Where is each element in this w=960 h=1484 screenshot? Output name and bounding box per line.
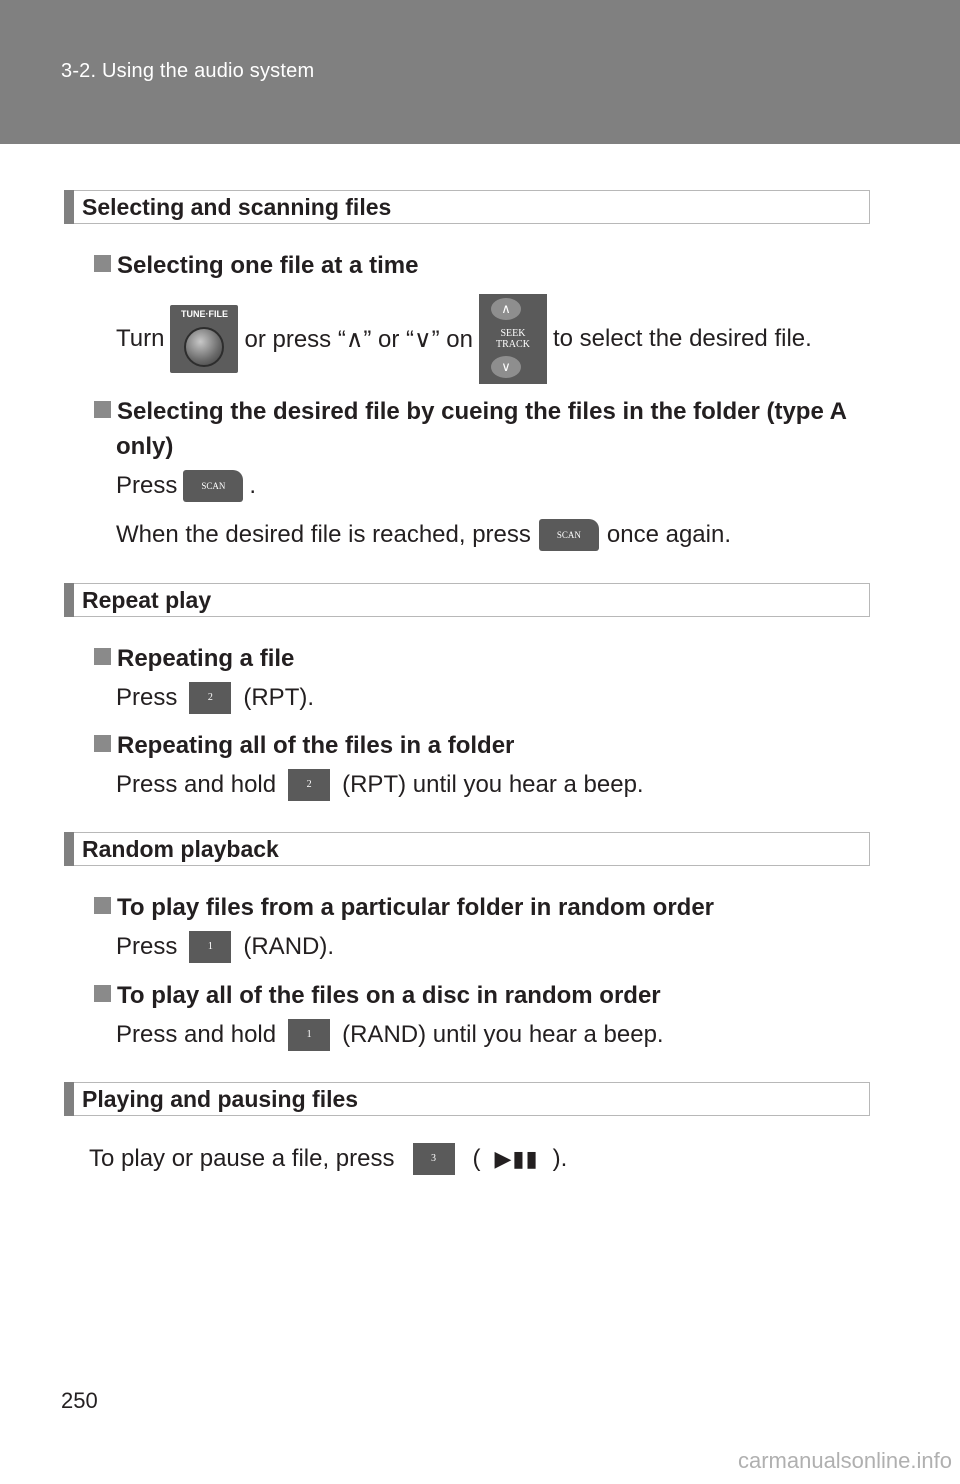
preset-button-3-icon: 3 xyxy=(413,1143,455,1175)
bullet-square-icon xyxy=(94,648,111,665)
tune-file-knob-icon: TUNE·FILE xyxy=(170,305,238,373)
section-header-random xyxy=(64,832,870,866)
subheading-random-folder: To play files from a particular folder in random order xyxy=(94,894,714,922)
bullet-square-icon xyxy=(94,255,111,272)
page-number: 250 xyxy=(61,1388,98,1413)
bullet-square-icon xyxy=(94,985,111,1002)
instruction-line-press-scan: Press SCAN . xyxy=(116,468,256,504)
subheading-select-one: Selecting one file at a time xyxy=(94,252,418,280)
section-title: Playing and pausing files xyxy=(82,1086,359,1112)
instruction-line-scan-again: When the desired file is reached, press SCAN once again. xyxy=(116,517,731,553)
instruction-line-play-pause: To play or pause a file, press 3 ( ▶▮▮ ). xyxy=(89,1141,567,1177)
section-header-repeat xyxy=(64,583,870,617)
watermark: carmanualsonline.info xyxy=(737,1448,952,1473)
section-title: Repeat play xyxy=(82,587,212,613)
subheading-cueing: Selecting the desired file by cueing the files in the folder (type A xyxy=(94,398,847,426)
bullet-square-icon xyxy=(94,897,111,914)
section-header-selecting xyxy=(64,190,870,224)
instruction-line-rpt-hold: Press and hold 2 (RPT) until you hear a beep. xyxy=(116,767,644,803)
play-pause-icon: ▶▮▮ xyxy=(494,1146,539,1171)
instruction-line-rpt: Press 2 (RPT). xyxy=(116,680,314,716)
seek-track-button-icon: ∧ SEEK TRACK ∨ xyxy=(479,294,547,384)
section-title: Selecting and scanning files xyxy=(82,194,392,220)
bullet-square-icon xyxy=(94,401,111,418)
preset-button-1-icon: 1 xyxy=(288,1019,330,1051)
scan-button-icon: SCAN xyxy=(183,470,243,502)
section-title: Random playback xyxy=(82,836,279,862)
preset-button-2-icon: 2 xyxy=(189,682,231,714)
instruction-line-turn: Turn TUNE·FILE or press “∧” or “∨” on ∧ SEEK TRACK ∨ to select the desired file. xyxy=(116,294,812,384)
section-header-playing xyxy=(64,1082,870,1116)
preset-button-2-icon: 2 xyxy=(288,769,330,801)
header-band xyxy=(0,0,960,144)
preset-button-1-icon: 1 xyxy=(189,931,231,963)
instruction-line-rand-hold: Press and hold 1 (RAND) until you hear a beep. xyxy=(116,1017,664,1053)
instruction-line-rand: Press 1 (RAND). xyxy=(116,929,334,965)
subheading-repeat-folder: Repeating all of the files in a folder xyxy=(94,732,514,760)
subheading-cueing-cont: only) xyxy=(116,433,174,460)
subheading-random-disc: To play all of the files on a disc in random order xyxy=(94,982,661,1010)
breadcrumb: 3-2. Using the audio system xyxy=(61,60,315,82)
scan-button-icon: SCAN xyxy=(539,519,599,551)
subheading-repeat-file: Repeating a file xyxy=(94,645,294,673)
bullet-square-icon xyxy=(94,735,111,752)
